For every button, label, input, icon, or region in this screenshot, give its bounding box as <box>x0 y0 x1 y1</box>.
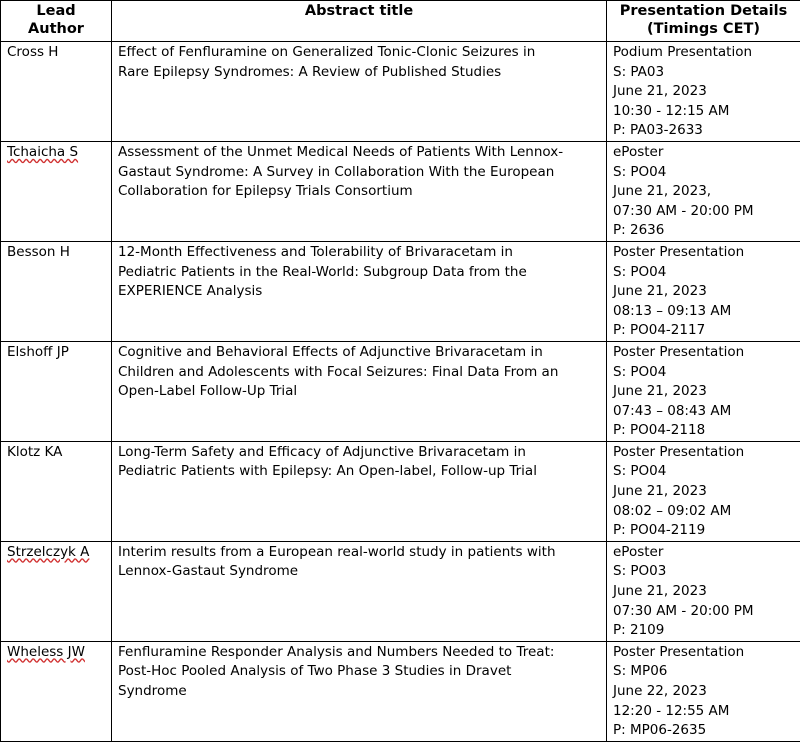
table-row <box>1 241 800 341</box>
cell-author <box>1 641 112 741</box>
title-line: Cognitive and Behavioral Effects of Adjunctive Brivaracetam in <box>118 343 600 363</box>
cell-details <box>607 42 800 142</box>
details-type: ePoster <box>613 543 794 563</box>
title-line: Pediatric Patients in the Real-World: Subgroup Data from the <box>118 263 600 283</box>
details-date: June 21, 2023, <box>613 182 794 202</box>
cell-author <box>1 42 112 142</box>
header-lead-author-line1: Lead <box>5 2 107 20</box>
details-session: S: PO04 <box>613 462 794 482</box>
table-row <box>1 42 800 142</box>
title-line: Post-Hoc Pooled Analysis of Two Phase 3 Studies in Dravet <box>118 662 600 682</box>
details-poster-id: P: 2109 <box>613 621 794 641</box>
author-name: Elshoff JP <box>7 343 105 363</box>
header-presentation-details-line1: Presentation Details <box>611 2 796 20</box>
title-line: Syndrome <box>118 682 600 702</box>
cell-author <box>1 141 112 241</box>
details-session: S: PO03 <box>613 562 794 582</box>
cell-author <box>1 541 112 641</box>
title-line: Collaboration for Epilepsy Trials Consortium <box>118 182 600 202</box>
cell-details <box>607 141 800 241</box>
details-poster-id: P: PO04-2119 <box>613 521 794 541</box>
cell-title <box>112 42 607 142</box>
header-lead-author <box>1 1 112 42</box>
table-row <box>1 641 800 741</box>
details-poster-id: P: MP06-2635 <box>613 721 794 741</box>
title-line: Open-Label Follow-Up Trial <box>118 382 600 402</box>
header-presentation-details-line2: (Timings CET) <box>611 20 796 38</box>
details-session: S: PO04 <box>613 163 794 183</box>
cell-details <box>607 341 800 441</box>
table-row <box>1 141 800 241</box>
title-line: Assessment of the Unmet Medical Needs of Patients With Lennox- <box>118 143 600 163</box>
details-session: S: MP06 <box>613 662 794 682</box>
header-presentation-details <box>607 1 800 42</box>
details-date: June 21, 2023 <box>613 282 794 302</box>
title-line: Long-Term Safety and Efficacy of Adjunctive Brivaracetam in <box>118 443 600 463</box>
cell-title <box>112 441 607 541</box>
table-row <box>1 441 800 541</box>
title-line: EXPERIENCE Analysis <box>118 282 600 302</box>
cell-details <box>607 441 800 541</box>
cell-title <box>112 641 607 741</box>
cell-title <box>112 141 607 241</box>
cell-title <box>112 241 607 341</box>
details-type: Poster Presentation <box>613 343 794 363</box>
details-date: June 21, 2023 <box>613 482 794 502</box>
table-row <box>1 341 800 441</box>
author-name: Strzelczyk A <box>7 543 105 563</box>
details-time: 08:02 – 09:02 AM <box>613 502 794 522</box>
cell-author <box>1 241 112 341</box>
details-poster-id: P: PO04-2118 <box>613 421 794 441</box>
details-type: Poster Presentation <box>613 443 794 463</box>
table-header-row <box>1 1 800 42</box>
details-session: S: PO04 <box>613 263 794 283</box>
cell-details <box>607 241 800 341</box>
title-line: Fenfluramine Responder Analysis and Numbers Needed to Treat: <box>118 643 600 663</box>
details-time: 12:20 - 12:55 AM <box>613 702 794 722</box>
title-line: Effect of Fenfluramine on Generalized Tonic-Clonic Seizures in <box>118 43 600 63</box>
title-line: Rare Epilepsy Syndromes: A Review of Published Studies <box>118 63 600 83</box>
cell-details <box>607 641 800 741</box>
title-line: Pediatric Patients with Epilepsy: An Open-label, Follow-up Trial <box>118 462 600 482</box>
title-line: 12-Month Effectiveness and Tolerability of Brivaracetam in <box>118 243 600 263</box>
header-abstract-title-text: Abstract title <box>116 2 602 20</box>
author-name: Besson H <box>7 243 105 263</box>
author-name: Wheless JW <box>7 643 105 663</box>
author-name: Tchaicha S <box>7 143 105 163</box>
details-time: 10:30 - 12:15 AM <box>613 102 794 122</box>
details-type: ePoster <box>613 143 794 163</box>
cell-title <box>112 541 607 641</box>
cell-author <box>1 441 112 541</box>
details-time: 07:30 AM - 20:00 PM <box>613 602 794 622</box>
author-name: Klotz KA <box>7 443 105 463</box>
details-session: S: PA03 <box>613 63 794 83</box>
header-abstract-title <box>112 1 607 42</box>
details-type: Poster Presentation <box>613 243 794 263</box>
cell-author <box>1 341 112 441</box>
details-type: Poster Presentation <box>613 643 794 663</box>
details-poster-id: P: PA03-2633 <box>613 121 794 141</box>
title-line: Interim results from a European real-world study in patients with <box>118 543 600 563</box>
cell-details <box>607 541 800 641</box>
title-line: Gastaut Syndrome: A Survey in Collaboration With the European <box>118 163 600 183</box>
title-line: Lennox-Gastaut Syndrome <box>118 562 600 582</box>
header-lead-author-line2: Author <box>5 20 107 38</box>
title-line: Children and Adolescents with Focal Seizures: Final Data From an <box>118 363 600 383</box>
details-date: June 21, 2023 <box>613 82 794 102</box>
details-time: 08:13 – 09:13 AM <box>613 302 794 322</box>
details-date: June 22, 2023 <box>613 682 794 702</box>
details-date: June 21, 2023 <box>613 382 794 402</box>
details-session: S: PO04 <box>613 363 794 383</box>
details-date: June 21, 2023 <box>613 582 794 602</box>
cell-title <box>112 341 607 441</box>
author-name: Cross H <box>7 43 105 63</box>
details-poster-id: P: 2636 <box>613 221 794 241</box>
details-poster-id: P: PO04-2117 <box>613 321 794 341</box>
table-row <box>1 541 800 641</box>
details-time: 07:30 AM - 20:00 PM <box>613 202 794 222</box>
details-time: 07:43 – 08:43 AM <box>613 402 794 422</box>
details-type: Podium Presentation <box>613 43 794 63</box>
